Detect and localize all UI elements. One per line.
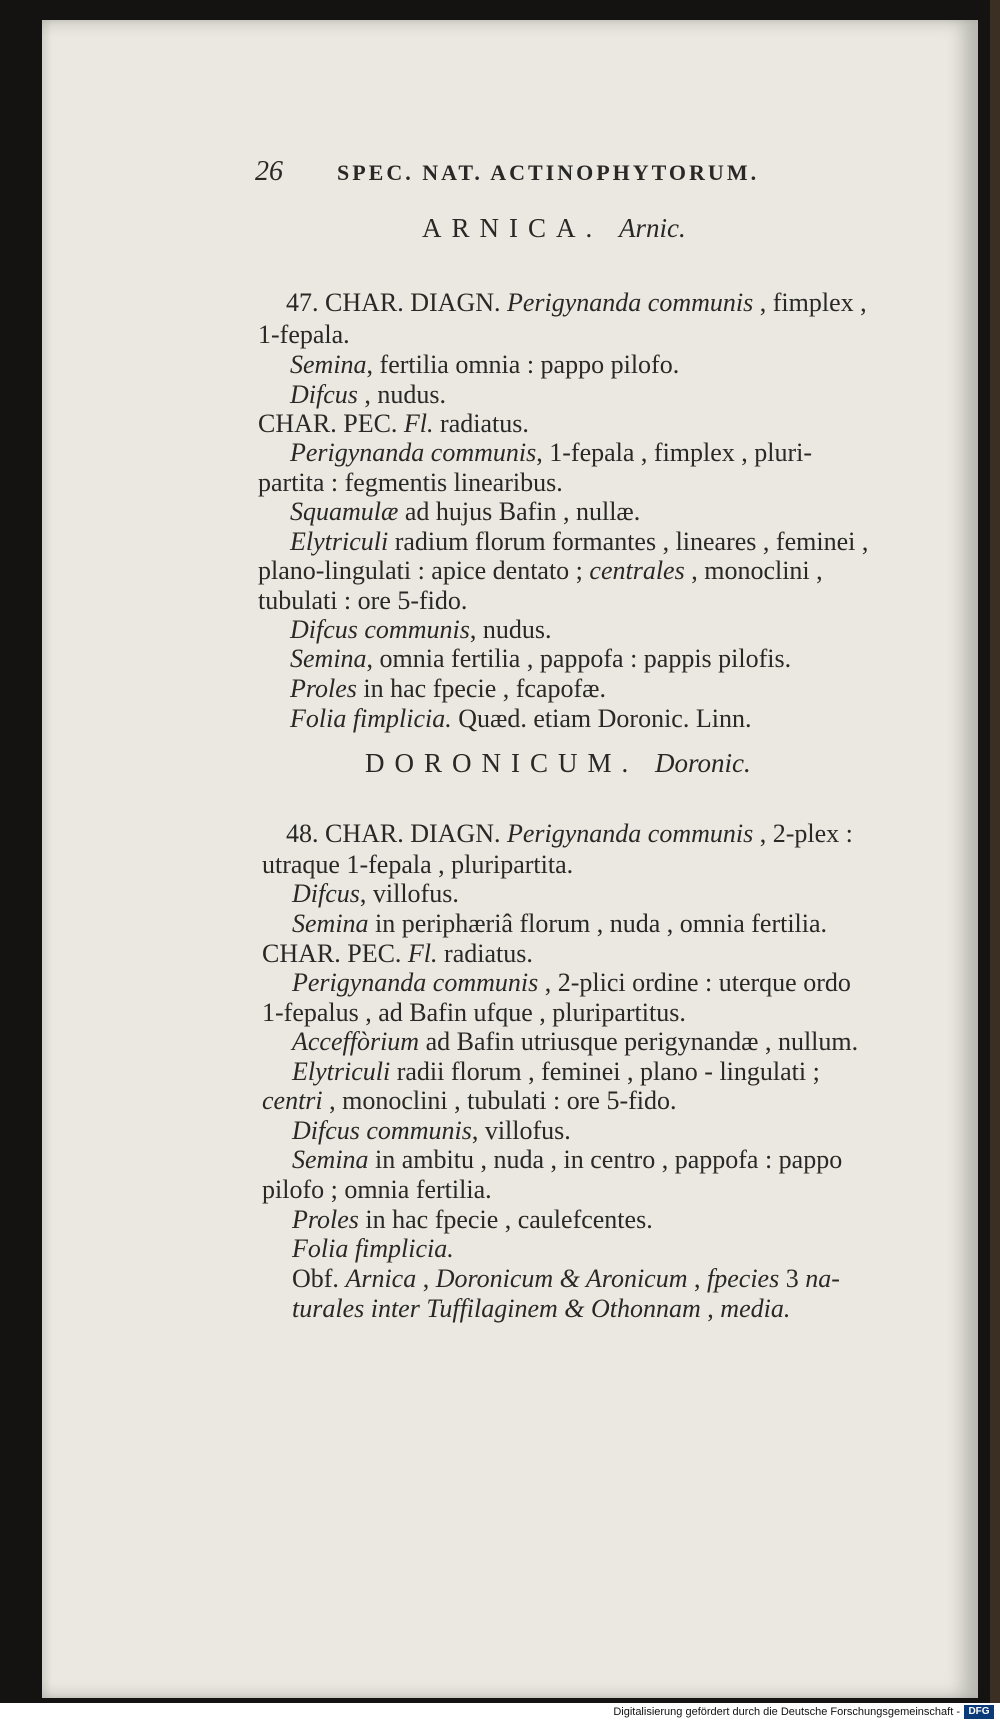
line-text: Obf. [292, 1264, 346, 1293]
italic-term: Doronicum & Aronicum [435, 1264, 688, 1293]
line-text: radiatus. [433, 409, 529, 438]
italic-term: Elytriculi [292, 1057, 391, 1086]
line-text: 1-fepalus , ad Bafin ufque , pluripartitus. [262, 998, 686, 1027]
text-line [292, 1147, 842, 1173]
running-head [255, 158, 759, 186]
italic-term: Elytriculi [290, 527, 389, 556]
italic-term: Difcus communis [292, 1116, 472, 1145]
line-text: , monoclini , [684, 556, 823, 585]
italic-term: Folia fimplicia. [290, 704, 452, 733]
line-text: , villofus. [471, 1116, 571, 1145]
line-text: utraque 1-fepala , pluripartita. [262, 850, 574, 879]
line-text: in hac fpecie , caulefcentes. [358, 1205, 653, 1234]
genus-name: DORONICUM. [365, 748, 639, 778]
text-line [290, 382, 446, 408]
running-title: SPEC. NAT. ACTINOPHYTORUM. [337, 160, 760, 185]
italic-term: media. [720, 1294, 791, 1323]
book-edge [990, 0, 1000, 1723]
line-text: CHAR. PEC. [258, 409, 404, 438]
line-text: partita : fegmentis linearibus. [258, 468, 563, 497]
text-line [292, 1236, 454, 1262]
text-line [290, 646, 791, 672]
text-line [292, 911, 827, 937]
line-text: 1-fepala. [258, 320, 350, 349]
genus-abbreviation: Arnic. [619, 213, 686, 243]
text-line [258, 588, 467, 614]
italic-term: Semina [290, 644, 367, 673]
digitization-credit: Digitalisierung gefördert durch die Deutsche Forschungsgemeinschaft - [613, 1706, 960, 1718]
dfg-logo: DFG [964, 1705, 994, 1719]
text-line [262, 941, 533, 967]
page-number: 26 [255, 156, 283, 187]
line-text: in ambitu , nuda , in centro , pappofa : pappo [368, 1145, 843, 1174]
genus-heading-arnica [422, 215, 686, 242]
line-text: Quæd. etiam Doronic. Linn. [451, 704, 752, 733]
line-text: radium florum formantes , lineares , feminei , [388, 527, 869, 556]
italic-term: na- [805, 1264, 840, 1293]
text-line [262, 1088, 677, 1114]
italic-term: Proles [292, 1205, 359, 1234]
italic-term: Proles [290, 674, 357, 703]
line-text: , villofus. [359, 879, 459, 908]
line-text: , 2-plici ordine : uterque ordo [538, 968, 851, 997]
text-line [258, 411, 529, 437]
line-text: 3 [779, 1264, 806, 1293]
italic-term: turales inter Tuffilaginem & Othonnam [292, 1294, 701, 1323]
italic-term: Arnica [345, 1264, 417, 1293]
text-line [292, 1207, 653, 1233]
line-text: , [416, 1264, 436, 1293]
italic-term: fpecies [707, 1264, 780, 1293]
italic-term: Folia fimplicia. [292, 1234, 454, 1263]
text-line [290, 706, 751, 732]
line-text: plano-lingulati : apice dentato ; [258, 556, 590, 585]
line-text: pilofo ; omnia fertilia. [262, 1175, 492, 1204]
line-text: in periphæriâ florum , nuda , omnia fertilia. [368, 909, 828, 938]
text-line [258, 558, 823, 584]
line-text: ad Bafin utriusque perigynandæ , nullum. [419, 1027, 859, 1056]
italic-term: Perigynanda communis [507, 288, 754, 317]
text-line [262, 1177, 492, 1203]
genus-name: ARNICA. [422, 213, 603, 243]
text-line [258, 322, 350, 348]
text-line [292, 881, 459, 907]
text-line [290, 440, 812, 466]
text-line [292, 970, 851, 996]
text-line [286, 290, 867, 316]
line-text: , fimplex , [753, 288, 867, 317]
line-text: , 2-plex : [753, 819, 853, 848]
line-text: , fertilia omnia : pappo pilofo. [366, 350, 680, 379]
italic-term: Difcus communis [290, 615, 470, 644]
line-text: , 1-fepala , fimplex , pluri- [536, 438, 813, 467]
text-line [262, 852, 573, 878]
text-line [262, 1000, 686, 1026]
text-line [292, 1059, 820, 1085]
italic-term: centri [262, 1086, 323, 1115]
italic-term: Fl. [407, 939, 438, 968]
italic-term: Acceffòrium [292, 1027, 420, 1056]
genus-abbreviation: Doronic. [655, 748, 751, 778]
text-line [290, 499, 640, 525]
genus-heading-doronicum [365, 750, 751, 777]
italic-term: Fl. [403, 409, 434, 438]
line-text: in hac fpecie , fcapofæ. [356, 674, 606, 703]
line-text: radii florum , feminei , plano - lingulati ; [390, 1057, 820, 1086]
line-text: , monoclini , tubulati : ore 5-fido. [322, 1086, 677, 1115]
italic-term: Difcus [290, 380, 358, 409]
text-line [292, 1266, 840, 1292]
line-text: , nudus. [469, 615, 552, 644]
italic-term: Semina [290, 350, 367, 379]
line-text: , [700, 1294, 721, 1323]
line-text: , [687, 1264, 708, 1293]
line-text: radiatus. [437, 939, 533, 968]
line-text: , omnia fertilia , pappofa : pappis pilofis. [366, 644, 792, 673]
text-line [258, 470, 563, 496]
italic-term: Squamulæ [290, 497, 399, 526]
text-line [292, 1118, 571, 1144]
line-text: 47. CHAR. DIAGN. [286, 288, 507, 317]
text-line [286, 821, 853, 847]
italic-term: Perigynanda communis [292, 968, 539, 997]
italic-term: Semina [292, 909, 369, 938]
text-line [292, 1296, 790, 1322]
line-text: , nudus. [357, 380, 447, 409]
line-text: tubulati : ore 5-fido. [258, 586, 468, 615]
text-line [290, 529, 868, 555]
line-text: ad hujus Bafin , nullæ. [398, 497, 641, 526]
italic-term: Difcus [292, 879, 360, 908]
italic-term: Perigynanda communis [507, 819, 754, 848]
text-line [290, 676, 606, 702]
text-line [290, 352, 679, 378]
italic-term: centrales [589, 556, 685, 585]
text-line [290, 617, 551, 643]
line-text: 48. CHAR. DIAGN. [286, 819, 507, 848]
text-line [292, 1029, 858, 1055]
italic-term: Semina [292, 1145, 369, 1174]
italic-term: Perigynanda communis [290, 438, 537, 467]
line-text: CHAR. PEC. [262, 939, 408, 968]
